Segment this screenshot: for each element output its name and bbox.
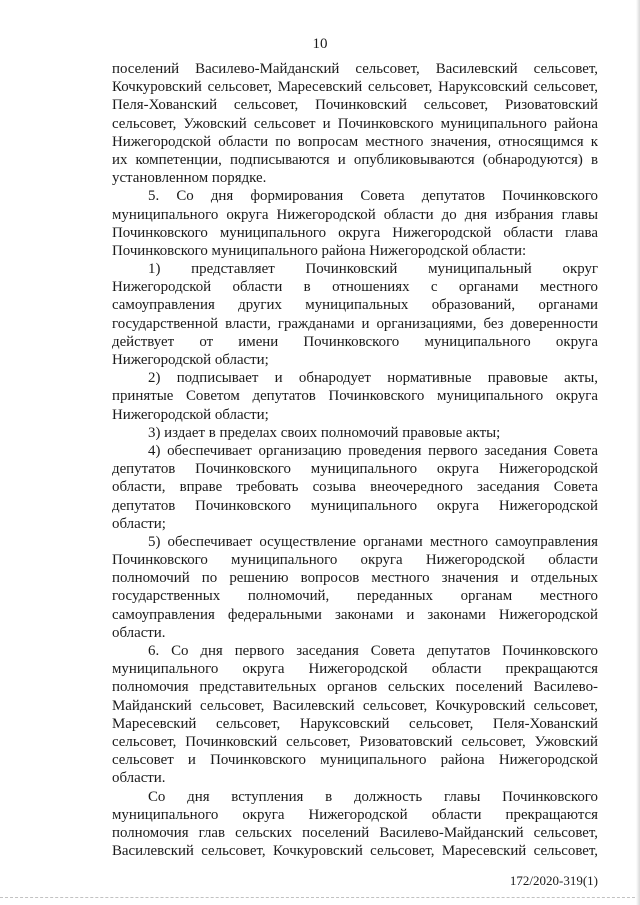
text-line: государственных полномочий, переданных органам местного: [112, 588, 598, 605]
text-line: муниципального округа Нижегородской области прекращаются: [112, 661, 598, 678]
text-line: сельсовет и Починковского муниципального района Нижегородской: [112, 752, 598, 769]
text-line: 2) подписывает и обнародует нормативные правовые акты,: [148, 370, 598, 387]
text-line: полномочий по решению вопросов местного значения и отдельных: [112, 570, 598, 587]
text-line: области.: [112, 770, 166, 787]
text-line: поселений Василево-Майданский сельсовет, Василевский сельсовет,: [112, 61, 598, 77]
text-line: депутатов Починковского муниципального округа Нижегородской: [112, 461, 598, 478]
text-line: самоуправления других муниципальных образований, органами: [112, 297, 598, 314]
text-line: Нижегородской области;: [112, 406, 269, 423]
text-line: Со дня вступления в должность главы Починковского: [148, 788, 598, 805]
text-line: Починковского муниципального округа Нижегородской области глава: [112, 224, 598, 241]
scan-edge-artifact: [0, 897, 640, 901]
text-line: полномочия представительных органов сельских поселений Василево-: [112, 679, 598, 696]
text-line: принятые Советом депутатов Починковского муниципального округа: [112, 388, 598, 405]
text-line: полномочия глав сельских поселений Василево-Майданский сельсовет,: [112, 824, 598, 841]
text-line: сельсовет, Починковский сельсовет, Ризоватовский сельсовет, Ужовский: [112, 733, 598, 750]
text-line: Пеля-Хованский сельсовет, Починковский сельсовет, Ризоватовский: [112, 97, 598, 114]
text-line: депутатов Починковского муниципального округа Нижегородской: [112, 497, 598, 514]
text-line: 3) издает в пределах своих полномочий правовые акты;: [148, 424, 501, 441]
text-line: самоуправления федеральными законами и законами Нижегородской: [112, 606, 598, 623]
text-line: Нижегородской области;: [112, 352, 269, 368]
text-line: Починковского муниципального округа Нижегородской области: [112, 552, 598, 569]
text-line: государственной власти, гражданами и организациями, без доверенности: [112, 315, 598, 332]
text-line: Василевский сельсовет, Кочкуровский сельсовет, Маресевский сельсовет,: [112, 843, 598, 860]
scan-page-edge: [636, 0, 640, 905]
text-line: муниципального округа Нижегородской области до дня избрания главы: [112, 206, 598, 223]
text-line: Нижегородской области в отношениях с органами местного: [112, 279, 598, 296]
text-line: 1) представляет Починковский муниципальный округ: [148, 261, 598, 278]
text-line: их компетенции, подписываются и опубликовываются (обнародуются) в: [112, 151, 598, 168]
text-line: Нижегородской области по вопросам местного значения, относящимся к: [112, 133, 598, 150]
text-line: 6. Со дня первого заседания Совета депутатов Починковского: [148, 643, 598, 659]
text-line: установленном порядке.: [112, 170, 267, 187]
text-line: сельсовет, Ужовский сельсовет и Починковского муниципального района: [112, 115, 598, 132]
text-line: области;: [112, 515, 166, 532]
text-line: области, вправе требовать созыва внеочередного заседания Совета: [112, 479, 598, 496]
text-line: Маресевский сельсовет, Наруксовский сельсовет, Пеля-Хованский: [112, 715, 598, 732]
text-line: 5. Со дня формирования Совета депутатов Починковского: [148, 188, 598, 205]
text-line: 4) обеспечивает организацию проведения первого заседания Совета: [148, 442, 598, 459]
text-line: Майданский сельсовет, Василевский сельсовет, Кочкуровский сельсовет,: [112, 697, 598, 714]
text-line: 5) обеспечивает осуществление органами местного самоуправления: [148, 533, 598, 550]
document-code: 172/2020-319(1): [509, 873, 598, 888]
page-number: 10: [312, 36, 328, 52]
text-line: Кочкуровский сельсовет, Маресевский сельсовет, Наруксовский сельсовет,: [112, 79, 598, 96]
text-line: муниципального округа Нижегородской области прекращаются: [112, 806, 598, 823]
text-line: Починковского муниципального района Нижегородской области:: [112, 242, 527, 259]
text-line: области.: [112, 624, 166, 641]
text-line: действует от имени Починковского муниципального округа: [112, 333, 598, 350]
document-body: [112, 60, 598, 860]
